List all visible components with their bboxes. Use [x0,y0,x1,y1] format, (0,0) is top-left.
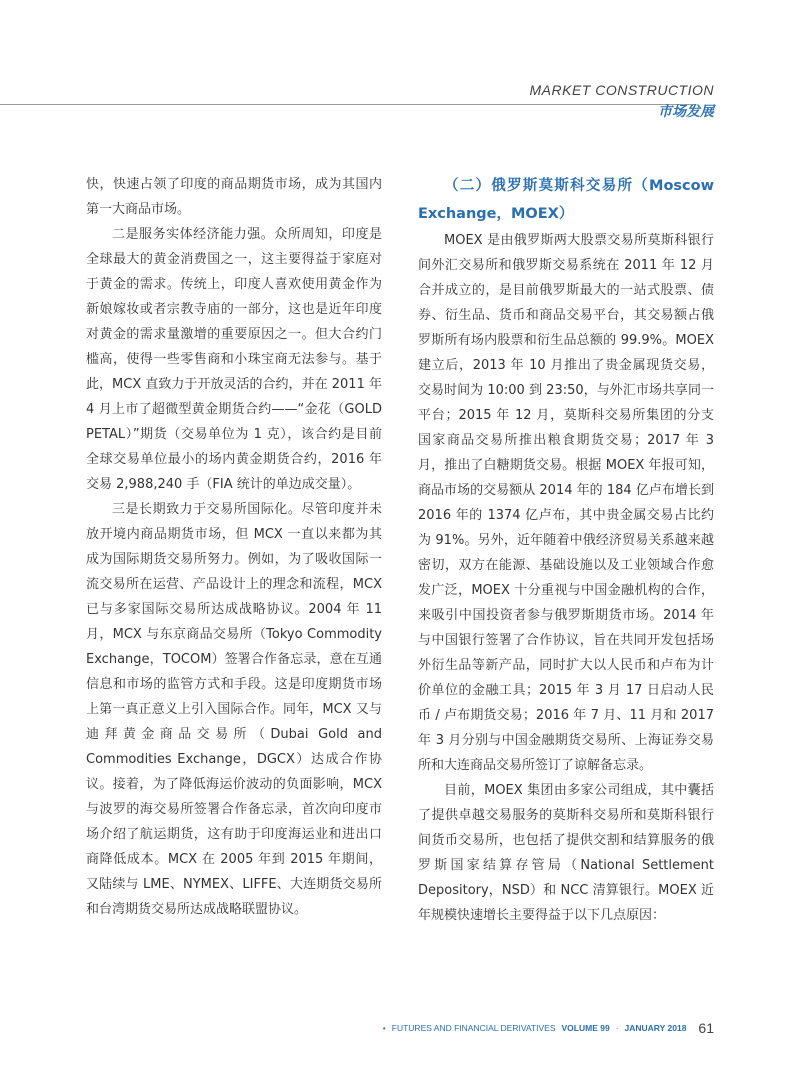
page-number: 61 [698,1020,714,1036]
right-column [418,172,714,928]
volume-label: VOLUME 99 [561,1023,610,1033]
paragraph: 二是服务实体经济能力强。众所周知，印度是全球最大的黄金消费国之一，这主要得益于家庭对于黄金的需求。传统上，印度人喜欢使用黄金作为新娘嫁妆或者宗教寺庙的一部分，这也是近年印度对黄金的需求量激增的重要原因之一。但大合约门槛高，使得一些零售商和小珠宝商无法参与。基于此，MCX 直致力于开放灵活的合约，并在 2011 年 4 月上市了超微型黄金期货合约——“金花（GOLD PETAL）”期货（交易单位为 1 克），该合约是目前全球交易单位最小的场内黄金期货合约，2016 年交易 2,988,240 手（FIA 统计的单边成交量）。 [86,227,382,492]
left-column [86,172,382,922]
paragraph: 快，快速占领了印度的商品期货市场，成为其国内第一大商品市场。 [86,177,382,217]
paragraph: MOEX 是由俄罗斯两大股票交易所莫斯科银行间外汇交易所和俄罗斯交易系统在 2011 年 12 月合并成立的，是目前俄罗斯最大的一站式股票、债券、衍生品、货币和商品交易平台，其交易额占俄罗斯所有场内股票和衍生品总额的 99.9%。MOEX 建立后，2013 年 10 月推出了贵金属现货交易，交易时间为 10:00 到 23:50，与外汇市场共享同一平台；2015 年 12 月，莫斯科交易所集团的分支国家商品交易所推出粮食期货交易；2017 年 3 月，推出了白糖期货交易。根据 MOEX 年报可知，商品市场的交易额从 2014 年的 184 亿卢布增长到 2016 年的 1374 亿卢布，其中贵金属交易占比约为 91%。另外，近年随着中俄经济贸易关系越来越密切，双方在能源、基础设施以及工业领域合作愈发广泛，MOEX 十分重视与中国金融机构的合作，来吸引中国投资者参与俄罗斯期货市场。2014 年与中国银行签署了合作协议，旨在共同开发包括场外衍生品等新产品，同时扩大以人民币和卢布为计价单位的金融工具；2015 年 3 月 17 日启动人民币 / 卢布期货交易；2016 年 7 月、11 月和 2017 年 3 月分别与中国金融期货交易所、上海证券交易所和大连商品交易所签订了谅解备忘录。 [418,233,714,773]
page-footer [383,1020,714,1036]
footer-bullet: • [382,1023,386,1033]
paragraph: 三是长期致力于交易所国际化。尽管印度并未放开境内商品期货市场，但 MCX 一直以来都为其成为国际期货交易所努力。例如，为了吸收国际一流交易所在运营、产品设计上的理念和流程，MCX 已与多家国际交易所达成战略协议。2004 年 11 月，MCX 与东京商品交易所（Tokyo Commodity Exchange，TOCOM）签署合作备忘录，意在互通信息和市场的监管方式和手段。这是印度期货市场上第一真正意义上引入国际合作。同年，MCX 又与迪拜黄金商品交易所（Dubai Gold and Commodities Exchange，DGCX）达成合作协议。接着，为了降低海运价波动的负面影响，MCX 与波罗的海交易所签署合作备忘录，首次向印度市场介绍了航运期货，这有助于印度海运业和进出口商降低成本。MCX 在 2005 年到 2015 年期间，又陆续与 LME、NYMEX、LIFFE、大连期货交易所和台湾期货交易所达成战略联盟协议。 [86,502,382,917]
issue-date: JANUARY 2018 [624,1023,687,1033]
paragraph: 目前，MOEX 集团由多家公司组成，其中囊括了提供卓越交易服务的莫斯科交易所和莫斯科银行间货币交易所，也包括了提供交割和结算服务的俄罗斯国家结算存管局（National Settlement Depository，NSD）和 NCC 清算银行。MOEX 近年规模快速增长主要得益于以下几点原因： [418,783,714,923]
footer-separator: · [615,1023,619,1033]
journal-name: FUTURES AND FINANCIAL DERIVATIVES [391,1023,556,1033]
section-title-cn: 市场发展 [658,104,714,120]
section-heading: （二）俄罗斯莫斯科交易所（Moscow Exchange，MOEX） [418,178,714,222]
header-divider [0,104,696,105]
section-title-en: MARKET CONSTRUCTION [529,82,714,98]
